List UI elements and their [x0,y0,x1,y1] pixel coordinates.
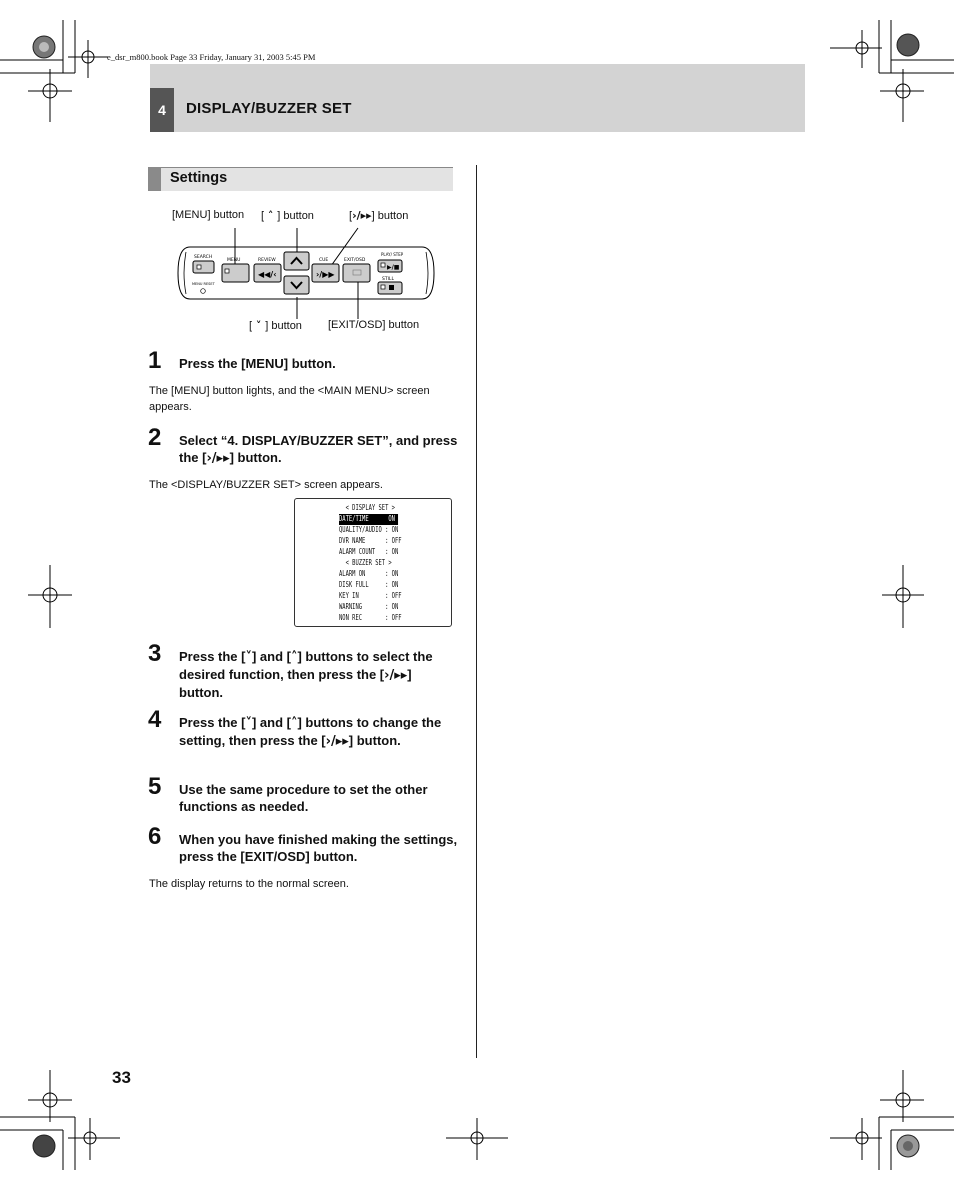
page-number: 33 [112,1068,131,1087]
panel-label-review: REVIEW [258,258,276,263]
step-3-text-d: ] button. [179,667,412,700]
step-2-note: The <DISPLAY/BUZZER SET> screen appears. [149,479,383,491]
step-2-text-a: Select “4. DISPLAY/BUZZER SET”, and press the [ [179,433,458,465]
down-chevron-icon: ˅ [252,319,266,332]
callout-up-open: [ [261,210,265,222]
callout-up-close: ] button [277,210,314,222]
osd-screen [294,498,452,627]
step-3-text-a: Press the [ [179,649,246,664]
up-chevron-icon: ˄ [290,716,298,731]
callout-play-open: [ [349,210,353,222]
svg-text:◀◀/‹: ◀◀/‹ [258,270,277,279]
chapter-number: 4 [150,88,174,132]
osd-line: < BUZZER SET > [339,558,392,567]
step-1-text: Press the [MENU] button. [179,356,336,371]
section-title: Settings [170,170,228,186]
up-chevron-icon: ˄ [290,650,298,665]
column-divider [476,165,477,1058]
step-1-number: 1 [148,347,162,374]
panel-label-menu: MENU [227,258,241,263]
down-chevron-icon: ˅ [245,650,252,665]
svg-text:▶/■: ▶/■ [387,264,400,271]
section-tab [148,167,161,191]
osd-line: < DISPLAY SET > [339,503,395,512]
up-chevron-icon: ˄ [264,209,278,222]
step-5-text: Use the same procedure to set the other functions as needed. [179,782,428,814]
step-4-text [179,714,459,750]
step-2-number: 2 [148,424,162,451]
osd-line: WARNING : ON [339,602,399,611]
panel-label-cue: CUE [319,258,329,263]
print-info: e_dsr_m800.book Page 33 Friday, January 31, 2003 5:45 PM [107,52,316,62]
callout-up-button [261,209,314,222]
osd-line: KEY IN : OFF [339,591,402,600]
osd-line: ALARM COUNT : ON [339,547,399,556]
callout-exit-osd-button: [EXIT/OSD] button [328,319,420,331]
play-step-icon: ›/▸▸ [325,734,349,749]
step-4-number: 4 [148,706,162,733]
panel-label-menu-reset: MENU RESET [192,282,215,286]
svg-text:›/▶▶: ›/▶▶ [316,270,335,279]
panel-label-search: SEARCH [194,255,213,260]
step-6-number: 6 [148,823,162,850]
osd-line: DVR NAME : OFF [339,536,402,545]
play-step-icon: ›/▸▸ [384,668,408,683]
panel-label-play-step: PLAY/ STEP [381,252,404,257]
step-3-text-b: ] and [ [251,649,291,664]
callout-down-open: [ [249,320,253,332]
play-step-icon: ›/▸▸ [352,209,372,222]
callout-down-button [249,319,302,332]
osd-line: NON REC : OFF [339,613,402,622]
step-2-text [179,432,459,467]
step-3-number: 3 [148,640,162,667]
down-chevron-icon: ˅ [245,716,252,731]
panel-label-exit-osd: EXIT/OSD [344,258,366,263]
panel-label-still: STILL [382,277,394,282]
chapter-title: DISPLAY/BUZZER SET [186,100,352,117]
osd-line: DISK FULL : ON [339,580,399,589]
play-step-icon: ›/▸▸ [206,451,230,466]
step-6-text: When you have finished making the settings, press the [EXIT/OSD] button. [179,832,458,864]
step-3-text [179,648,459,701]
callout-play-close: ] button [371,210,409,222]
step-2-text-b: ] button. [229,450,282,465]
callout-down-close: ] button [265,320,302,332]
osd-line-highlighted: DATE/TIME ON [339,514,399,523]
osd-line: QUALITY/AUDIO : ON [339,525,399,534]
step-6-note: The display returns to the normal screen. [149,878,349,890]
step-1-note: The [MENU] button lights, and the <MAIN MENU> screen appears. [149,385,430,413]
step-4-text-d: ] button. [348,733,401,748]
chapter-header-band [150,64,805,132]
step-3-text-c: ] buttons to select the desired function, then press the [ [179,649,433,682]
step-4-text-a: Press the [ [179,715,246,730]
control-panel-diagram [176,225,436,320]
callout-menu-button: [MENU] button [172,209,245,221]
step-5-number: 5 [148,773,162,800]
osd-line: ALARM ON : ON [339,569,399,578]
callout-play-button [349,209,408,222]
step-4-text-c: ] buttons to change the setting, then press the [ [179,715,442,748]
step-4-text-b: ] and [ [251,715,291,730]
